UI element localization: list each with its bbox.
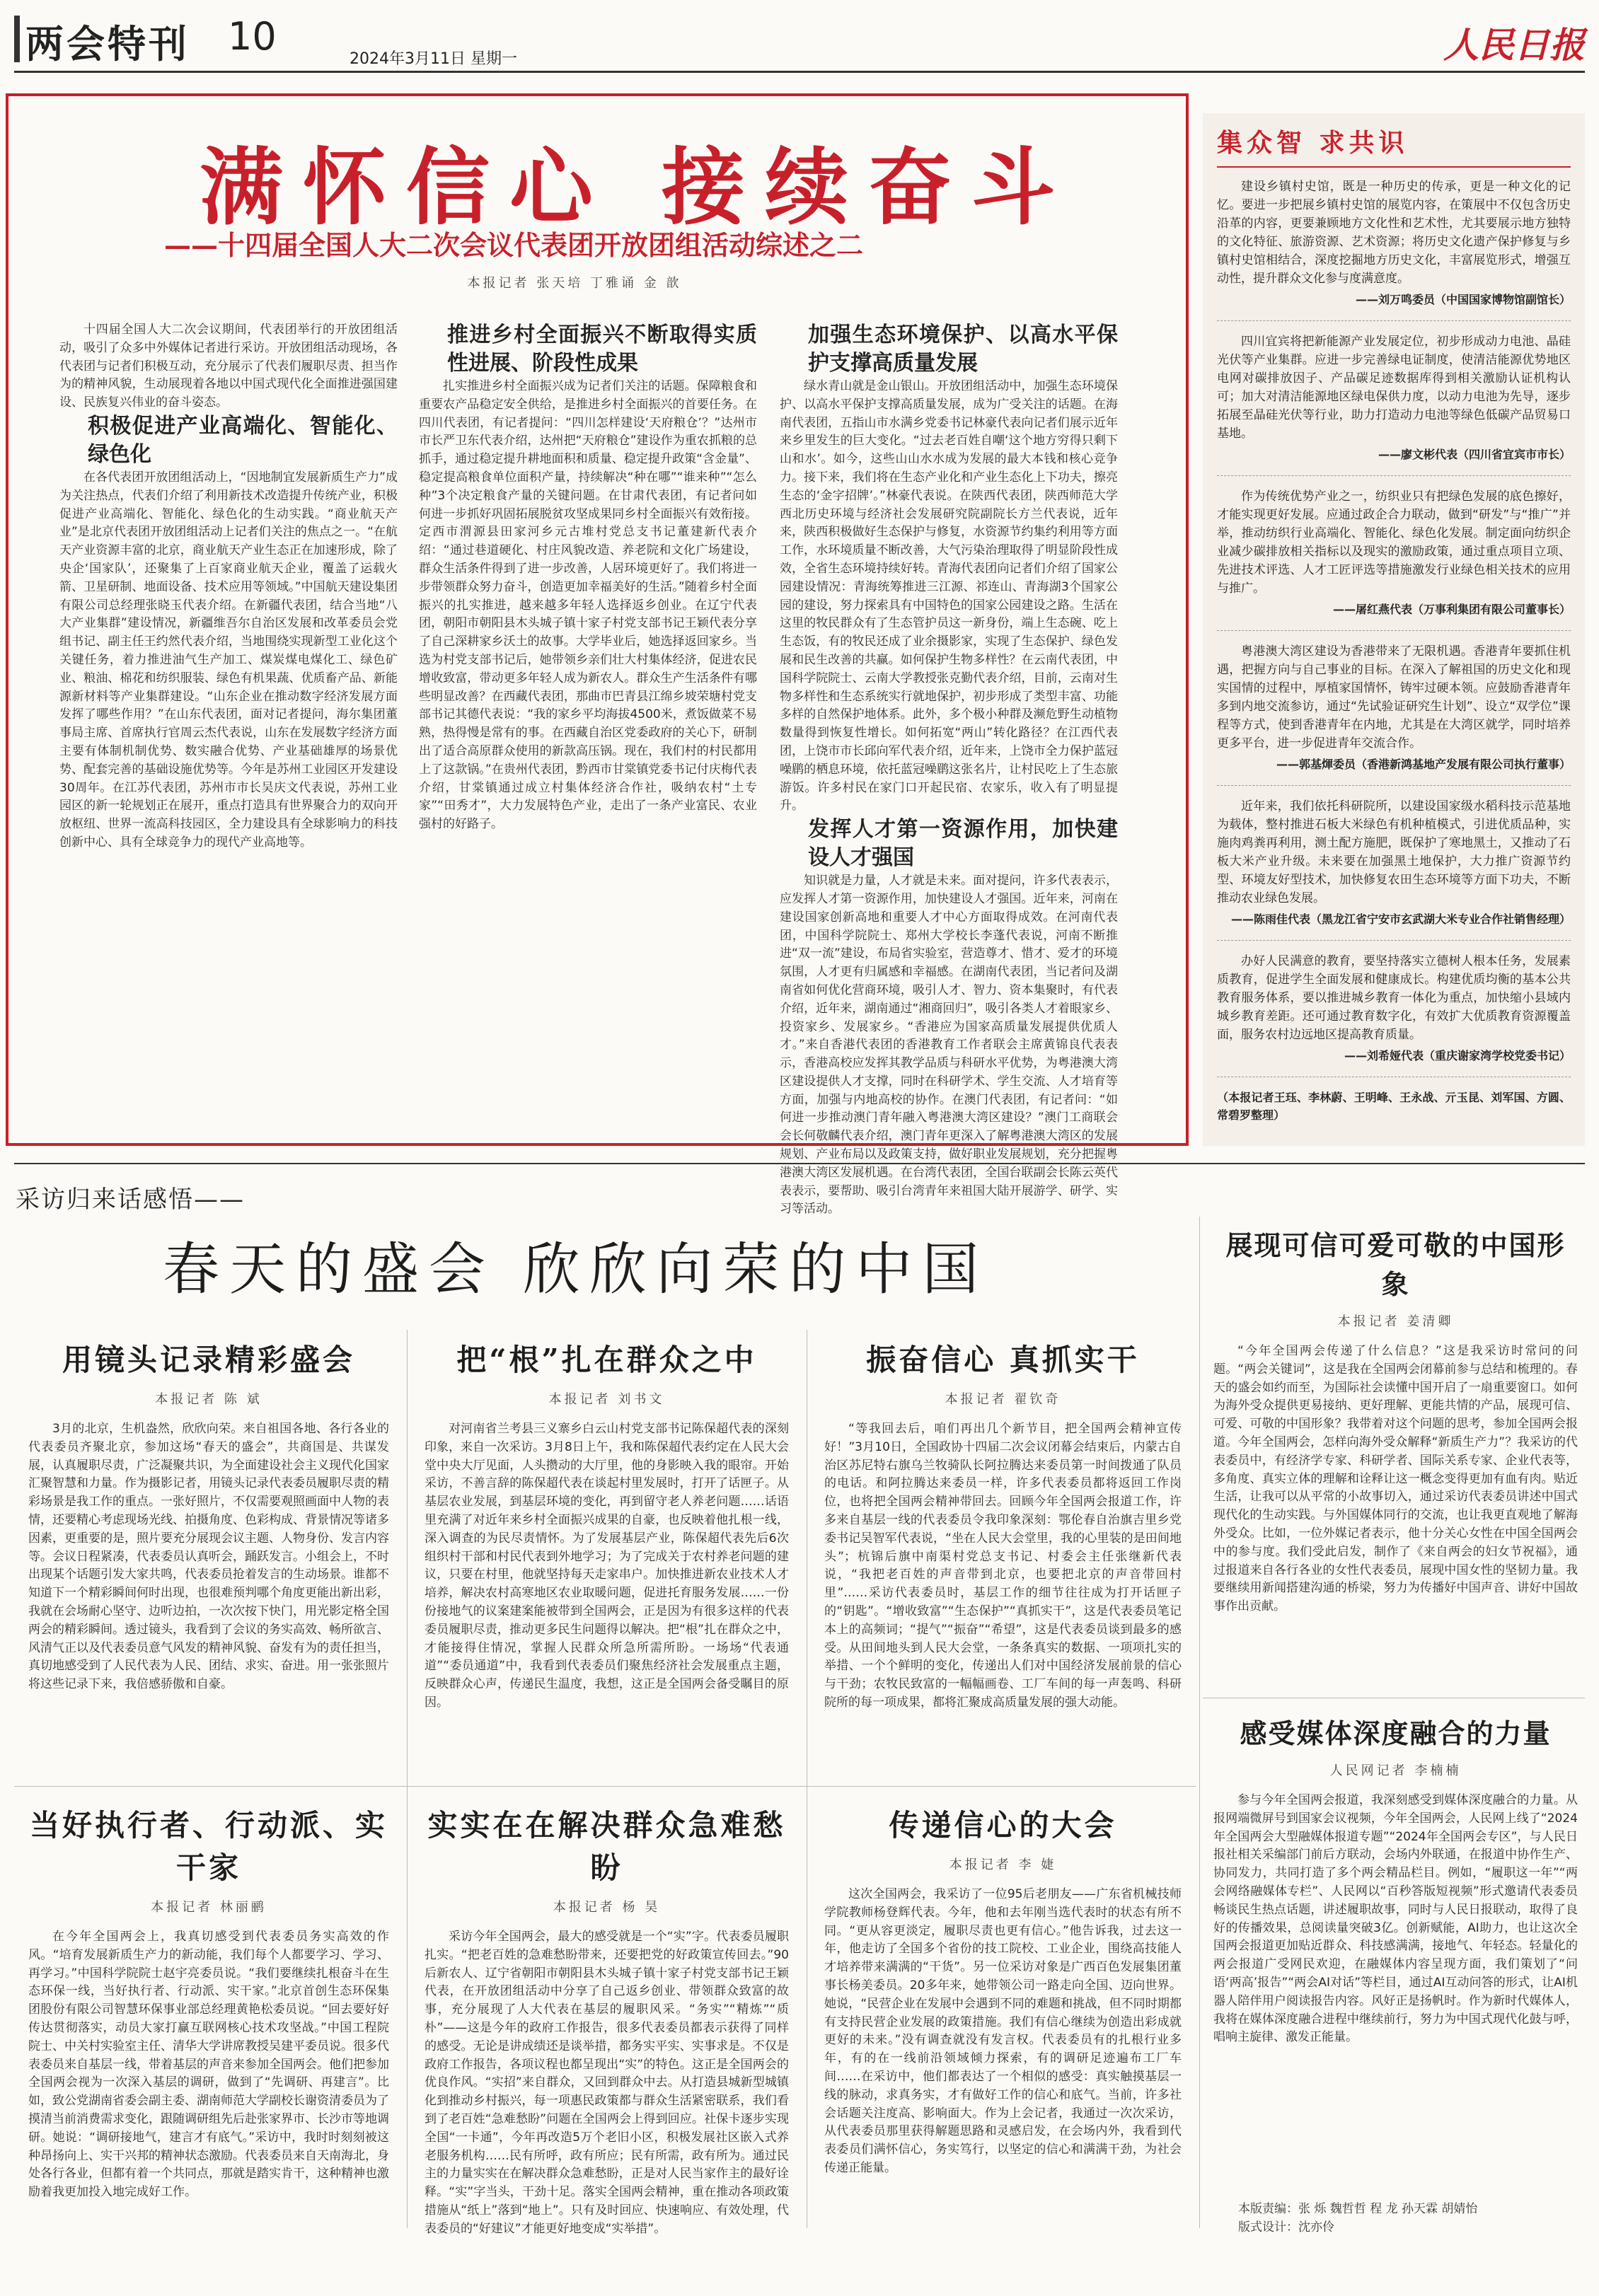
consensus-text: 粤港澳大湾区建设为香港带来了无限机遇。香港青年要抓住机遇，把握方向与自己事业的目标。在深入了解祖国的历史文化和现实国情的过程中，厚植家国情怀，铸牢过硬本领。应鼓励香港青年多到内地交流参访，通过“先试验证研究生计划”、设立“双学位”课程等方式，使到香港青年在内地，尤其是在大湾区就学，同时培养更多平台，进一步促进青年交流合作。 (1217, 644, 1571, 750)
article-body (425, 1928, 789, 2296)
article-title: 传递信心的大会 (889, 1808, 1117, 1843)
article-byline: 本报记者 李 婕 (949, 1857, 1057, 1872)
article-body (28, 1420, 389, 1774)
subhead-industry: 积极促进产业高端化、智能化、绿色化 (88, 413, 398, 467)
subhead-ecology: 加强生态环境保护、以高水平保护支撑高质量发展 (808, 323, 1118, 376)
article-confidence (824, 1337, 1182, 1774)
header-rule (14, 71, 1585, 73)
article-convey-confidence (824, 1802, 1182, 2254)
main-col-2 (419, 321, 757, 1135)
divider (1217, 630, 1571, 631)
consensus-title: 集众智 求共识 (1217, 128, 1409, 158)
article-byline: 本报记者 林丽鹂 (151, 1900, 267, 1915)
article-paragraph: 对河南省兰考县三义寨乡白云山村党支部书记陈保超代表的深刻印象，来自一次采访。3月8日上午，我和陈保超代表约定在人民大会堂中央大厅见面，人头攒动的大厅里，他的身影映入我的眼帘。开始采访，不善言辞的陈保超代表在谈起村里发展时，打开了话匣子。从基层农业发展，到基层环境的变化，再到留守老人养老问题……话语里充满了对近年来乡村全面振兴成果的自豪，也反映着他扎根一线，深入调查的为民尽责情怀。为了发展基层产业，陈保超代表先后6次组织村干部和村民代表到外地学习；为了完成关于农村养老问题的建议，只要在村里，他就坚持每天走家串户。加快推进新农业技术人才培养，解决农村高寒地区农业取暖问题，促进托育服务发展……一份份接地气的议案建案能被带到全国两会，正是因为有很多这样的代表委员履职尽责，推动更多民生问题得以解决。把“根”扎在群众之中，才能接得住情况，掌握人民群众所急所需所盼。一场场“代表通道”“委员通道”中，我看到代表委员们聚焦经济社会发展重点主题，反映群众心声，传递民生温度，我想，这正是全国两会备受瞩目的原因。 (425, 1422, 789, 1710)
consensus-list (1217, 178, 1571, 1124)
consensus-item (1217, 642, 1571, 774)
article-body (1213, 1792, 1578, 2188)
consensus-item (1217, 487, 1571, 619)
article-byline: 人民网记者 李楠楠 (1329, 1763, 1462, 1778)
article-paragraph: 参与今年全国两会报道，我深刻感受到媒体深度融合的力量。从报网端微屏号到国家会议视频，今年全国两会，人民网上线了“2024年全国两会大型融媒体报道专题”“2024年全国两会专区”，与人民日报社相关采编部门前后方联动，会场内外联通，在报道中协作生产、协同发力，共同打造了多个两会精品栏目。例如，“履职这一年”“两会网络融媒体专栏”、人民网以“百秒答版短视频”形式邀请代表委员畅谈民生热点话题，讲述履职故事，同时与人民日报联动，取得了良好的传播效果，总阅读量突破3亿。创新赋能，AI助力，也让这次全国两会报道更加贴近群众、科技感满满，接地气、年轻态。轻量化的两会报道广受网民欢迎，在融媒体内容呈现方面，我们策划了“问语‘两高’报告”“两会AI对话”等栏目，通过AI互动问答的形式，让AI机器人陪伴用户阅读报告内容。风好正是扬帆时。作为新时代媒体人，我将在媒体深度融合进程中继续前行，努力为中国式现代化鼓与呼，唱响主旋律、激发正能量。 (1213, 1793, 1578, 2045)
column-rule (407, 1330, 408, 2228)
consensus-item (1217, 952, 1571, 1065)
consensus-item (1217, 797, 1571, 929)
consensus-text: 建设乡镇村史馆，既是一种历史的传承，更是一种文化的记忆。要进一步把展乡镇村史馆的展览内容，在策展中不仅包含历史沿革的内容，更要兼顾地方文化性和艺术性，尤其要展示地方独特的文化特征、旅游资源、艺术资源；将历史文化遗产保护修复与乡镇村史馆相结合，深度挖掘地方历史文化，丰富展览形式，增强互动性，提升群众文化参与度满意度。 (1217, 180, 1571, 286)
article-body (1213, 1343, 1578, 1739)
main-col-3 (780, 321, 1118, 1217)
consensus-signature: ——刘万鸣委员（中国国家博物馆副馆长） (1355, 293, 1571, 306)
article-byline: 本报记者 陈 斌 (155, 1392, 262, 1407)
consensus-title-rule (1217, 166, 1571, 168)
article-byline: 本报记者 姜清卿 (1337, 1314, 1454, 1329)
consensus-item (1217, 178, 1571, 309)
article-byline: 本报记者 翟钦奇 (945, 1392, 1061, 1407)
article-byline: 本报记者 杨 昊 (553, 1900, 661, 1915)
ecology-paragraph: 绿水青山就是金山银山。开放团组活动中，加强生态环境保护、以高水平保护支撑高质量发展，成为广受关注的话题。在海南代表团，五指山市水满乡党委书记林豪代表向记者们展示近年来乡里发生的巨大变化。“过去老百姓自嘲‘这个地方穷得只剩下山和水’。如今，这些山山水水成为发展的最大本钱和核心竞争力。接下来，我们将在生态产业化和产业生态化上下功夫，擦亮生态的‘金字招牌’。”林豪代表说。在陕西代表团，陕西师范大学西北历史环境与经济社会发展研究院副院长方兰代表说，近年来，陕西积极做好生态保护与修复，水资源节约集约利用等方面工作，水环境质量不断改善，大气污染治理取得了明显阶段性成效，全省生态环境持续好转。青海代表团向记者们介绍了国家公园建设情况：青海统筹推进三江源、祁连山、青海湖3个国家公园的建设，努力探索具有中国特色的国家公园建设之路。生活在这里的牧民群众有了生态管护员这一新身份，端上生态碗、吃上生态饭，有的牧民还成了业余摄影家，实现了生态保护、绿色发展和民生改善的共赢。如何保护生物多样性？在云南代表团，中国科学院院士、云南大学教授张克勤代表介绍，目前，云南对生物多样性和生态系统实行就地保护，初步形成了类型丰富、功能多样的自然保护地体系。此外，多个极小种群及濒危野生动植物数量得到恢复性增长。如何拓宽“两山”转化路径？在江西代表团，上饶市市长邱向军代表介绍，近年来，上饶市全力保护蓝冠噪鹛的栖息环境，依托蓝冠噪鹛这张名片，让村民吃上了生态旅游饭。许多村民在家门口开起民宿、农家乐，收入有了明显提升。 (780, 379, 1118, 813)
paper-logo: 人民日报 (1443, 24, 1585, 66)
consensus-signature: ——郭基煇委员（香港新鸿基地产发展有限公司执行董事） (1276, 758, 1571, 771)
article-title: 用镜头记录精彩盛会 (62, 1343, 355, 1377)
divider (1217, 785, 1571, 786)
intro-paragraph: 十四届全国人大二次会议期间，代表团举行的开放团组活动，吸引了众多中外媒体记者进行采访。开放团组活动现场，各代表团与记者们积极互动，充分展示了代表们履职尽责、担当作为的精神风貌，生动展现着各地以中国式现代化全面推进强国建设、民族复兴伟业的奋斗姿态。 (59, 323, 398, 410)
lower-section-label: 采访归来话感悟—— (16, 1185, 245, 1214)
article-title: 当好执行者、行动派、实干家 (29, 1808, 388, 1885)
rural-paragraph: 扎实推进乡村全面振兴成为记者们关注的话题。保障粮食和重要农产品稳定安全供给，是推进乡村全面振兴的首要任务。在四川代表团，有记者提问：“四川怎样建设‘天府粮仓’？”达州市市长严卫东代表介绍，达州把“天府粮仓”建设作为重农抓粮的总抓手，通过稳定提升耕地面积和质量、稳定提升政策“含金量”、稳定提高粮食单位面积产量，持续解决“种在哪”“谁来种”“怎么种”3个决定粮食产量的关键问题。在甘肃代表团，有记者问如何进一步抓好巩固拓展脱贫攻坚成果同乡村全面振兴有效衔接。定西市渭源县田家河乡元古堆村党总支书记董建新代表介绍：“通过巷道硬化、村庄风貌改造、养老院和文化广场建设，群众生活条件得到了进一步改善，人居环境更好了。我们将进一步带领群众努力奋斗，创造更加幸福美好的生活。”随着乡村全面振兴的扎实推进，越来越多年轻人选择返乡创业。在辽宁代表团，朝阳市朝阳县木头城子镇十家子村党支部书记王颖代表分享了自己深耕家乡沃土的故事。大学毕业后，她选择返回家乡。当选为村党支部书记后，她带领乡亲们壮大村集体经济，促进农民增收致富，带动更多年轻人成为新农人。群众生产生活条件有哪些明显改善？在西藏代表团，那曲市巴青县江绵乡坡荣塘村党支部书记其德代表说：“我的家乡平均海拔4500米，煮饭做菜不易熟，热得慢是常有的事。在西藏自治区党委政府的关心下，研制出了适合高原群众使用的新款高压锅。现在，我们村的村民都用上了这款锅。”在贵州代表团，黔西市甘棠镇党委书记付庆梅代表介绍，甘棠镇通过成立村集体经济合作社，吸纳农村“土专家”“田秀才”，大力发展特色产业，走出了一条产业富民、农业强村的好路子。 (419, 379, 757, 832)
article-media-fusion (1213, 1712, 1578, 2188)
consensus-credit: （本报记者王珏、李林蔚、王明峰、王永战、亓玉昆、刘军国、方圆、常碧罗整理） (1217, 1091, 1571, 1122)
editor-credits (1238, 2200, 1578, 2237)
article-title: 振奋信心 真抓实干 (866, 1343, 1140, 1377)
article-body (425, 1420, 789, 1774)
article-roots (425, 1337, 789, 1774)
designer-line: 版式设计：沈亦伶 (1238, 2220, 1334, 2234)
consensus-signature: ——陈雨佳代表（黑龙江省宁安市玄武湖大米专业合作社销售经理） (1230, 912, 1571, 926)
talent-paragraph: 知识就是力量，人才就是未来。面对提问，许多代表表示，应发挥人才第一资源作用，加快建设人才强国。近年来，河南在建设国家创新高地和重要人才中心方面取得成效。在河南代表团，中国科学院院士、郑州大学校长李蓬代表说，河南不断推进“双一流”建设，布局省实验室，营造尊才、惜才、爱才的环境氛围，人才更有归属感和幸福感。在湖南代表团，当记者问及湖南省如何优化营商环境，吸引人才、智力、资本集聚时，有代表介绍，近年来，湖南通过“湘商回归”，吸引各类人才着眼家乡、投资家乡、发展家乡。“香港应为国家高质量发展提供优质人才。”来自香港代表团的香港教育工作者联会主席黄锦良代表表示，香港高校应发挥其教学品质与科研水平优势，为粤港澳大湾区建设提供人才支撑，同时在科研学术、学生交流、人才培育等方面，加强与内地高校的协作。在澳门代表团，有记者问：“如何进一步推动澳门青年融入粤港澳大湾区建设？”澳门工商联会会长何敬麟代表介绍，澳门青年更深入了解粤港澳大湾区的发展规划、产业布局以及政策支持，做好职业发展规划，充分把握粤港澳大湾区发展机遇。在台湾代表团，全国台联副会长陈云英代表表示，要帮助、吸引台湾青年来祖国大陆开展游学、研学、实习等活动。 (780, 874, 1118, 1217)
divider (1217, 475, 1571, 476)
main-article-title: 满怀信心 接续奋斗 (200, 138, 1075, 236)
article-paragraph: 这次全国两会，我采访了一位95后老朋友——广东省机械技师学院教师杨登辉代表。今年，他和去年刚当选代表时的状态有所不同。“更从容更淡定，履职尽责也更有信心。”他告诉我，过去这一年，他走访了全国多个省份的技工院校、工业企业，围绕高技能人才培养带来满满的“干货”。另一位采访对象是广西百色发展集团董事长杨美委员。20多年来，她带领公司一路走向全国、迈向世界。她说，“民营企业在发展中会遇到不同的难题和挑战，但不同时期都有支持民营企业发展的政策措施。我们有信心继续为创造出彩成就更好的未来。”没有调查就没有发言权。代表委员有的扎根行业多年，有的在一线前沿领域倾力探索，有的调研足迹遍布工厂车间……在采访中，他们都表达了一个相似的感受：真实触摸基层一线的脉动，求真务实，才有做好工作的信心和底气。当前，许多社会话题关注度高、影响面大。作为上会记者，我通过一次次采访，从代表委员那里获得解题思路和灵感启发，在会场内外，我看到代表委员们满怀信心，务实笃行，以坚定的信心和满满干劲，为社会传递正能量。 (824, 1887, 1182, 2175)
consensus-signature: ——廖文彬代表（四川省宜宾市市长） (1378, 448, 1571, 461)
header-bar-mark (14, 16, 20, 62)
consensus-column (1203, 113, 1585, 1146)
article-body (824, 1420, 1182, 1774)
subhead-talent: 发挥人才第一资源作用，加快建设人才强国 (808, 817, 1118, 871)
section-name: 两会特刊 (25, 21, 190, 66)
article-paragraph: 在今年全国两会上，我真切感受到代表委员务实高效的作风。“培育发展新质生产力的新动能，我们每个人都要学习、学习、再学习。”中国科学院院士赵宇亮委员说。“我们要继续扎根奋斗在生态环保一线，当好执行者、行动派、实干家。”北京首创生态环保集团股份有限公司智慧环保事业部总经理黄艳松委员说。“回去要好好传达贯彻落实，动员大家打赢互联网核心技术攻坚战。”中国工程院院士、中关村实验室主任、清华大学讲席教授吴建平委员说。很多代表委员来自基层一线，带着基层的声音来参加全国两会。他们把参加全国两会视为一次深入基层的调研，做到了“先调研、再建言”。比如，致公党湖南省委会副主委、湖南师范大学副校长谢资清委员为了摸清当前消费需求变化，跟随调研组先后赴张家界市、长沙市等地调研。她说：“调研接地气，建言才有底气。”采访中，我时时刻刻被这种昂扬向上、实干兴邦的精神状态激励。代表委员来自天南海北，身处各行各业，但都有着一个共同点，那就是踏实肯干，这种精神也激励着我更加投入地完成好工作。 (28, 1930, 389, 2200)
row-rule (14, 1786, 1196, 1787)
article-paragraph: “今年全国两会传递了什么信息？”这是我采访时常问的问题。“两会关键词”，这是我在全国两会闭幕前参与总结和梳理的。春天的盛会如约而至，为国际社会读懂中国开启了一扇重要窗口。如何为海外受众提供更易接纳、更好理解、更能共情的产品，展现可信、可爱、可敬的中国形象？我带着对这个问题的思考，参加全国两会报道。今年全国两会，怎样向海外受众解释“新质生产力”？我采访的代表委员中，有经济学专家、科研学者、国际关系专家、企业代表等，多角度、真实立体的理解和诠释让这一概念变得更加有血有肉。贴近生活，让我可以从平常的小故事切入，通过采访代表委员讲述中国式现代化的生动实践。与外国媒体同行的交流，也让我更直观地了解海外受众。比如，一位外媒记者表示，他十分关心女性在中国全国两会中的参与度。我们受此启发，制作了《来自两会的妇女节祝福》，通过报道来自各行各业的女性代表委员，展现中国女性的坚韧力量。我要继续用新闻搭建沟通的桥梁，努力为传播好中国声音、讲好中国故事作出贡献。 (1213, 1344, 1578, 1614)
consensus-text: 四川宜宾将把新能源产业发展定位，初步形成动力电池、晶硅光伏等产业集群。应进一步完善绿电证制度，使清洁能源优势地区电网对碳排放因子、产品碳足迹数据库得到相关激励认证机构认可；加大对清洁能源地区绿电保供力度，以动力电池为先导，逐步拓展至晶硅光伏等行业，助力打造动力电池等绿色低碳产品贸易口基地。 (1217, 335, 1571, 441)
article-byline: 本报记者 刘书文 (548, 1392, 665, 1407)
consensus-item (1217, 332, 1571, 464)
divider (1217, 940, 1571, 941)
industry-paragraph: 在各代表团开放团组活动上，“因地制宜发展新质生产力”成为关注热点，代表们介绍了利用新技术改造提升传统产业，积极促进产业高端化、智能化、绿色化的生动实践。“商业航天产业”是北京代表团开放团组活动上记者们关注的焦点之一。“在航天产业资源丰富的北京，商业航天产业生态正在加速形成，除了央企‘国家队’，还聚集了上百家商业航天企业，覆盖了运载火箭、卫星研制、地面设备、技术应用等领域。”中国航天建设集团有限公司总经理张晓玉代表介绍。在新疆代表团，结合当地“八大产业集群”建设情况，新疆维吾尔自治区发展和改革委员会党组书记、副主任王约然代表介绍，当地围绕实现新型工业化这个关键任务，着力推进油气生产加工、煤炭煤电煤化工、绿色矿业、粮油、棉花和纺织服装、绿色有机果蔬、优质畜产品、新能源新材料等产业集群建设。“山东企业在推动数字经济发展方面发挥了哪些作用？”在山东代表团，面对记者提问，海尔集团董事局主席、首席执行官周云杰代表说，山东在发展数字经济方面主要有体制机制优势、数实融合优势、产业基础雄厚的场景优势、配套完善的基础设施优势等。今年是苏州工业园区开发建设30周年。在江苏代表团，苏州市市长吴庆文代表说，苏州工业园区的新一轮规划正在展开，重点打造具有世界聚合力的双向开放枢纽、世界一流高科技园区，全力建设具有全球影响力的科技创新中心、具有全球竞争力的现代产业高地等。 (59, 470, 398, 850)
consensus-signature: ——刘希娅代表（重庆谢家湾学校党委书记） (1344, 1049, 1571, 1062)
lower-big-title: 春天的盛会 欣欣向荣的中国 (163, 1236, 989, 1302)
article-people (425, 1802, 789, 2296)
divider (1217, 320, 1571, 321)
article-camera (28, 1337, 389, 1774)
article-china-image (1213, 1224, 1578, 1739)
article-paragraph: 3月的北京，生机盎然，欣欣向荣。来自祖国各地、各行各业的代表委员齐聚北京，参加这场“春天的盛会”，共商国是、共谋发展，认真履职尽责，广泛凝聚共识，为全面建设社会主义现代化国家汇聚智慧和力量。作为摄影记者，用镜头记录代表委员履职尽责的精彩场景是我工作的重点。一张好照片，不仅需要观照画面中人物的表情，还要精心考虑现场光线、拍摄角度、色彩构成、背景情况等诸多因素，更重要的是，照片要充分展现会议主题、人物身份、发言内容等。会议日程紧凑，代表委员认真听会，踊跃发言。小组会上，不时出现某个话题引发大家共鸣，代表委员抢着发言的生动场景。谁都不知道下一个精彩瞬间何时出现，也很难预判哪个角度更能出新出彩，我就在会场耐心坚守、边听边拍，一次次按下快门，用光影定格全国两会的精彩瞬间。透过镜头，我看到了会议的务实高效、畅所欲言、风清气正以及代表委员意气风发的精神风貌、奋发有为的责任担当，真切地感受到了人民代表为人民、团结、求实、奋进。用一张张照片将这些记录下来，我倍感骄傲和自豪。 (28, 1422, 389, 1692)
article-doers (28, 1802, 389, 2296)
consensus-text: 近年来，我们依托科研院所，以建设国家级水稻科技示范基地为载体，整村推进石板大米绿色有机种植模式，引进优质品种，实施肉鸡粪再利用，测土配方施肥，既保护了寒地黑土，又推动了石板大米产业升级。未来要在加强黑土地保护，大力推广资源节约型、环境友好型技术，加快修复农田生态环境等方面下功夫，不断推动农业绿色发展。 (1217, 799, 1571, 905)
article-title: 感受媒体深度融合的力量 (1240, 1717, 1552, 1749)
article-paragraph: “等我回去后，咱们再出几个新节目，把全国两会精神宣传好！”3月10日，全国政协十四届二次会议闭幕会结束后，内蒙古自治区苏尼特右旗乌兰牧骑队长阿拉腾达来委员第一时间拨通了队员的电话。和阿拉腾达来委员一样，许多代表委员都将返回工作岗位，也将把全国两会精神带回去。回顾今年全国两会报道工作，许多来自基层一线的代表委员令我印象深刻：鄂伦春自治旗吉里乡党委书记吴智军代表说，“坐在人民大会堂里，我的心里装的是田间地头”；杭锦后旗中南渠村党总支书记、村委会主任张继新代表说，“我把老百姓的声音带到北京，也要把北京的声音带回村里”……采访代表委员时，基层工作的细节往往成为打开话匣子的“钥匙”。“增收致富”“生态保护”“真抓实干”，这是代表委员笔记本上的高频词；“提气”“振奋”“希望”，这是代表委员谈到最多的感受。从田间地头到人民大会堂，一条条真实的数据、一项项扎实的举措、一个个鲜明的变化，传递出人们对中国经济发展前景的信心与干劲；农牧民致富的一幅幅画卷、工厂车间的每一声轰鸣、科研院所的每一项成果，都将汇聚成高质量发展的强大动能。 (824, 1422, 1182, 1710)
main-article-subtitle: ——十四届全国人大二次会议代表团开放团组活动综述之二 (164, 229, 864, 261)
consensus-text: 办好人民满意的教育，要坚持落实立德树人根本任务，发展素质教育，促进学生全面发展和健康成长。构建优质均衡的基本公共教育服务体系，要以推进城乡教育一体化为重点，加快缩小县域内城乡教育差距。还可通过教育数字化，有效扩大优质教育资源覆盖面，服务农村边远地区提高教育质量。 (1217, 954, 1571, 1042)
article-body (824, 1886, 1182, 2254)
article-paragraph: 采访今年全国两会，最大的感受就是一个“实”字。代表委员履职扎实。“把老百姓的急难愁盼带来，还要把党的好政策宣传回去。”90后新农人、辽宁省朝阳市朝阳县木头城子镇十家子村党支部书记王颖代表，在开放团组活动中分享了自己返乡创业、带领群众致富的故事，充分展现了人大代表在基层的履职风采。“务实”“精炼”“质朴”——这是今年的政府工作报告，很多代表委员都表示获得了同样的感受。无论是讲成绩还是谈举措，都务实平实、实事求是。不仅是政府工作报告，各项议程也都呈现出“实”的特色。这正是全国两会的优良作风。“实招”来自群众，又回到群众中去。从打造县城新型城镇化到推动乡村振兴，每一项惠民政策都与群众生活紧密联系，我们看到了老百姓“急难愁盼”问题在全国两会上得到回应。社保卡逐步实现全国“一卡通”，今年再改造5万个老旧小区，积极发展社区嵌入式养老服务机构……民有所呼，政有所应；民有所需，政有所为。通过民主的力量实实在在解决群众急难愁盼，正是对人民当家作主的最好诠释。“实”字当头，干劲十足。落实全国两会精神，重在推动各项政策措施从“纸上”落到“地上”。只有及时回应、快速响应、有效处理，代表委员的“好建议”才能更好地变成“实举措”。 (425, 1930, 789, 2236)
section-divider (14, 1163, 1585, 1164)
article-title: 展现可信可爱可敬的中国形象 (1225, 1229, 1566, 1300)
main-article-byline: 本报记者 张天培 丁雅诵 金 歆 (467, 276, 682, 291)
page-number: 10 (228, 14, 277, 59)
article-title: 实实在在解决群众急难愁盼 (427, 1808, 786, 1885)
consensus-text: 作为传统优势产业之一，纺织业只有把绿色发展的底色擦好，才能实现更好发展。应通过政企合力联动，做到“研发”与“推广”并举，推动纺织行业高端化、智能化、绿色化发展。制定面向纺织企业减少碳排放相关指标以及现实的激励政策，通过重点项目立项、先进技术评选、人才工匠评选等措施激发行业绿色相关技术的应用与推广。 (1217, 489, 1571, 596)
editors-line: 本版责编：张 烁 魏哲哲 程 龙 孙天霖 胡婧怡 (1238, 2202, 1478, 2216)
consensus-signature: ——屠红燕代表（万事利集团有限公司董事长） (1332, 603, 1571, 616)
main-col-1 (59, 321, 398, 1135)
column-rule (1199, 1217, 1200, 2228)
article-body (28, 1928, 389, 2296)
article-title: 把“根”扎在群众之中 (456, 1343, 757, 1377)
subhead-rural: 推进乡村全面振兴不断取得实质性进展、阶段性成果 (447, 323, 757, 376)
issue-date: 2024年3月11日 星期一 (350, 50, 517, 68)
